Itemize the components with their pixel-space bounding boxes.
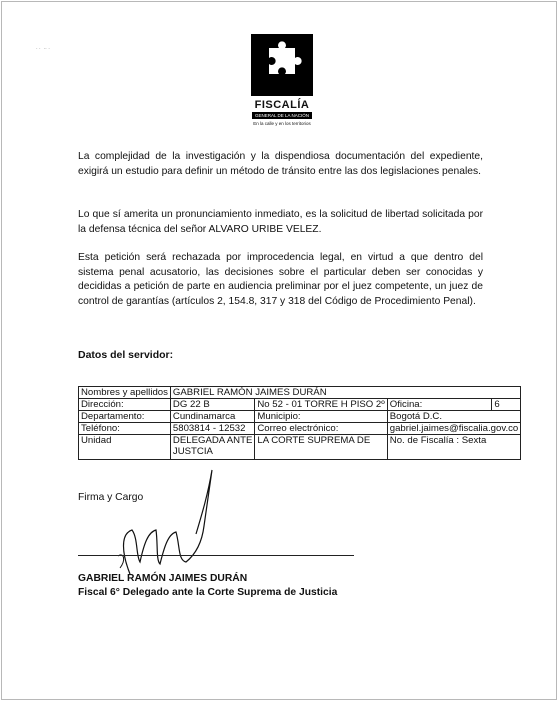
unidad-value-line2: JUSTCIA — [172, 446, 213, 457]
puzzle-logo-icon — [251, 34, 313, 96]
logo-subtitle: GENERAL DE LA NACIÓN — [252, 112, 312, 119]
firma-label: Firma y Cargo — [78, 492, 144, 503]
table-row — [79, 387, 521, 399]
table-row — [79, 423, 521, 435]
logo-tagline: En la calle y en los territorios — [253, 121, 311, 126]
logo-name: FISCALÍA — [254, 99, 310, 111]
direccion-label: Dirección: — [79, 399, 171, 411]
server-data-heading: Datos del servidor: — [78, 349, 174, 361]
signer-name: GABRIEL RAMÓN JAIMES DURÁN — [78, 573, 248, 584]
direccion-part2: No 52 - 01 TORRE H PISO 2º — [255, 399, 387, 411]
fiscalia-number: No. de Fiscalía : Sexta — [387, 435, 520, 460]
signer-title: Fiscal 6° Delegado ante la Corte Suprema de Justicia — [78, 587, 338, 598]
direccion-part1: DG 22 B — [170, 399, 254, 411]
nombres-value: GABRIEL RAMÓN JAIMES DURÁN — [170, 387, 520, 399]
nombres-label: Nombres y apellidos — [79, 387, 171, 399]
telefono-value: 5803814 - 12532 — [170, 423, 254, 435]
paragraph-2: Lo que sí amerita un pronunciamiento inmediato, es la solicitud de libertad solicitada por la defensa técnica del señor ALVARO URIBE VELEZ. — [78, 209, 483, 235]
unidad-label: Unidad — [79, 435, 171, 460]
departamento-value: Cundinamarca — [170, 411, 254, 423]
scan-artifact: · · ·· · — [36, 46, 50, 52]
correo-value: gabriel.jaimes@fiscalia.gov.co — [387, 423, 520, 435]
server-data-table — [78, 386, 521, 460]
departamento-label: Departamento: — [79, 411, 171, 423]
handwritten-signature — [100, 464, 230, 584]
paragraph-3: Esta petición será rechazada por improcedencia legal, en virtud a que dentro del sistema penal acusatorio, las decisiones sobre el particular deben ser conocidas y decididas a petición de parte en audiencia preliminar por el juez competente, un juez de control de garantías (artículos 2, 154.8, 317 y 318 del Código de Procedimiento Penal). — [78, 252, 483, 307]
oficina-label: Oficina: — [387, 399, 492, 411]
table-row — [79, 399, 521, 411]
table-row — [79, 411, 521, 423]
signature-line — [78, 555, 354, 556]
municipio-value: Bogotá D.C. — [387, 411, 520, 423]
unidad-value-b: LA CORTE SUPREMA DE — [255, 435, 387, 460]
table-row — [79, 435, 521, 460]
correo-label: Correo electrónico: — [255, 423, 387, 435]
paragraph-1: La complejidad de la investigación y la dispendiosa documentación del expediente, exigirá un estudio para definir un método de tránsito entre las dos legislaciones penales. — [78, 151, 483, 177]
telefono-label: Teléfono: — [79, 423, 171, 435]
oficina-value: 6 — [492, 399, 521, 411]
unidad-value-line1: DELEGADA ANTE — [172, 435, 253, 446]
municipio-label: Municipio: — [255, 411, 387, 423]
signer-block — [78, 572, 337, 600]
unidad-value-a — [170, 435, 254, 460]
fiscalia-logo — [246, 34, 318, 126]
